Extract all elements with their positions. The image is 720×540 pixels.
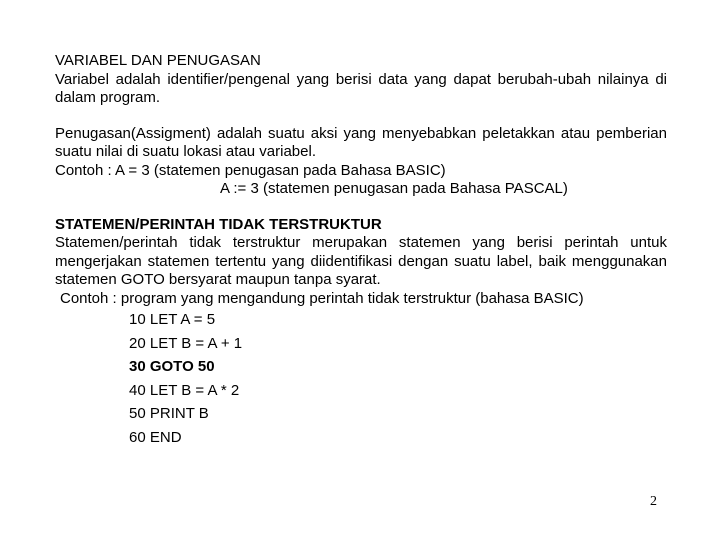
penugasan-example-basic: Contoh : A = 3 (statemen penugasan pada Bahasa BASIC): [55, 161, 446, 179]
penugasan-example-pascal: A := 3 (statemen penugasan pada Bahasa PASCAL): [220, 180, 568, 197]
page-number: 2: [650, 494, 657, 509]
spacer: [55, 199, 667, 216]
unstructured-example-intro: Contoh : program yang mengandung perintah tidak terstruktur (bahasa BASIC): [60, 289, 584, 307]
unstructured-definition: Statemen/perintah tidak terstruktur merupakan statemen yang berisi perintah untuk mengerjakan statemen tertentu yang diidentifikasi dengan suatu label, baik menggunakan statemen GOTO bersyarat maupun tanpa syarat.: [55, 234, 667, 288]
code-line: 10 LET A = 5: [129, 311, 216, 328]
section-heading-unstructured: STATEMEN/PERINTAH TIDAK TERSTRUKTUR: [55, 215, 382, 233]
code-line: 20 LET B = A + 1: [129, 334, 243, 352]
basic-code-listing: [55, 308, 667, 449]
code-line-highlighted: 30 GOTO 50: [129, 358, 215, 375]
document-page: [55, 52, 667, 449]
section-heading-variabel: VARIABEL DAN PENUGASAN: [55, 52, 261, 69]
penugasan-definition: Penugasan(Assigment) adalah suatu aksi yang menyebabkan peletakkan atau pemberian suatu nilai di suatu lokasi atau variabel.: [55, 124, 667, 160]
code-line: 40 LET B = A * 2: [129, 381, 240, 399]
code-line: 60 END: [129, 428, 182, 446]
code-line: 50 PRINT B: [129, 405, 209, 422]
variabel-definition: Variabel adalah identifier/pengenal yang berisi data yang dapat berubah-ubah nilainya di dalam program.: [55, 70, 667, 106]
spacer: [55, 108, 667, 125]
